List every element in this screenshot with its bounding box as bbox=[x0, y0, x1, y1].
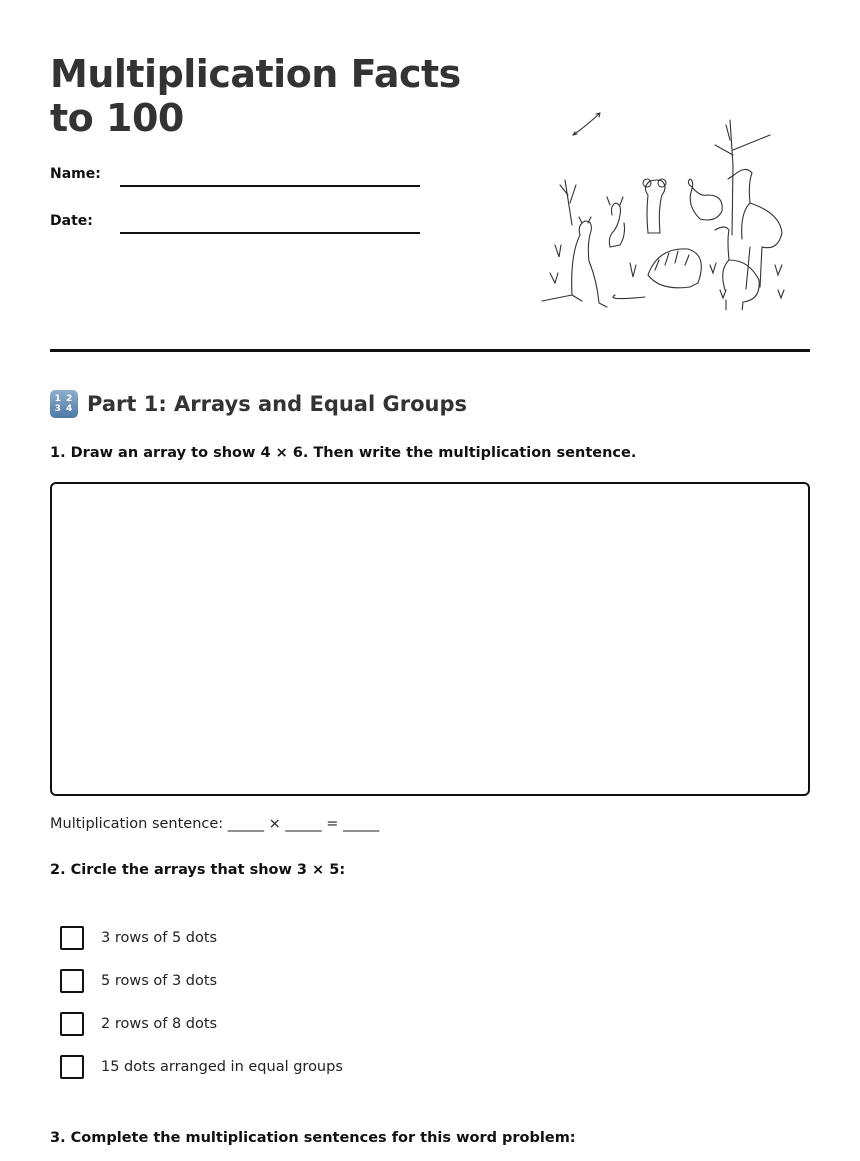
option-checkbox-3[interactable] bbox=[60, 1011, 217, 1037]
checkbox[interactable] bbox=[60, 1055, 84, 1079]
name-label: Name: bbox=[50, 166, 101, 182]
header-divider bbox=[50, 349, 810, 352]
multiplication-sentence[interactable]: Multiplication sentence: _____ × _____ = _____ bbox=[50, 816, 380, 832]
question-3-prompt: 3. Complete the multiplication sentences for this word problem: bbox=[50, 1130, 576, 1146]
part1-heading-text: Part 1: Arrays and Equal Groups bbox=[87, 392, 467, 416]
question-2-prompt: 2. Circle the arrays that show 3 × 5: bbox=[50, 862, 346, 878]
option-label: 3 rows of 5 dots bbox=[101, 930, 218, 946]
option-label: 2 rows of 8 dots bbox=[101, 1016, 218, 1032]
option-label: 15 dots arranged in equal groups bbox=[101, 1059, 343, 1075]
option-label: 5 rows of 3 dots bbox=[101, 973, 218, 989]
australian-animals-illustration bbox=[540, 105, 795, 310]
option-checkbox-1[interactable] bbox=[60, 925, 217, 951]
date-write-line[interactable] bbox=[120, 232, 420, 234]
question-1-prompt: 1. Draw an array to show 4 × 6. Then write the multiplication sentence. bbox=[50, 445, 637, 461]
checkbox[interactable] bbox=[60, 969, 84, 993]
array-drawing-area[interactable] bbox=[50, 482, 810, 796]
worksheet-title: Multiplication Facts to 100 bbox=[50, 52, 461, 140]
date-label: Date: bbox=[50, 213, 93, 229]
name-write-line[interactable] bbox=[120, 185, 420, 187]
part1-heading bbox=[50, 389, 467, 419]
checkbox[interactable] bbox=[60, 926, 84, 950]
name-field[interactable] bbox=[50, 166, 420, 196]
option-checkbox-2[interactable] bbox=[60, 968, 217, 994]
checkbox[interactable] bbox=[60, 1012, 84, 1036]
option-checkbox-4[interactable] bbox=[60, 1054, 343, 1080]
date-field[interactable] bbox=[50, 213, 420, 243]
input-numbers-icon: 1 2 3 4 bbox=[50, 390, 78, 418]
